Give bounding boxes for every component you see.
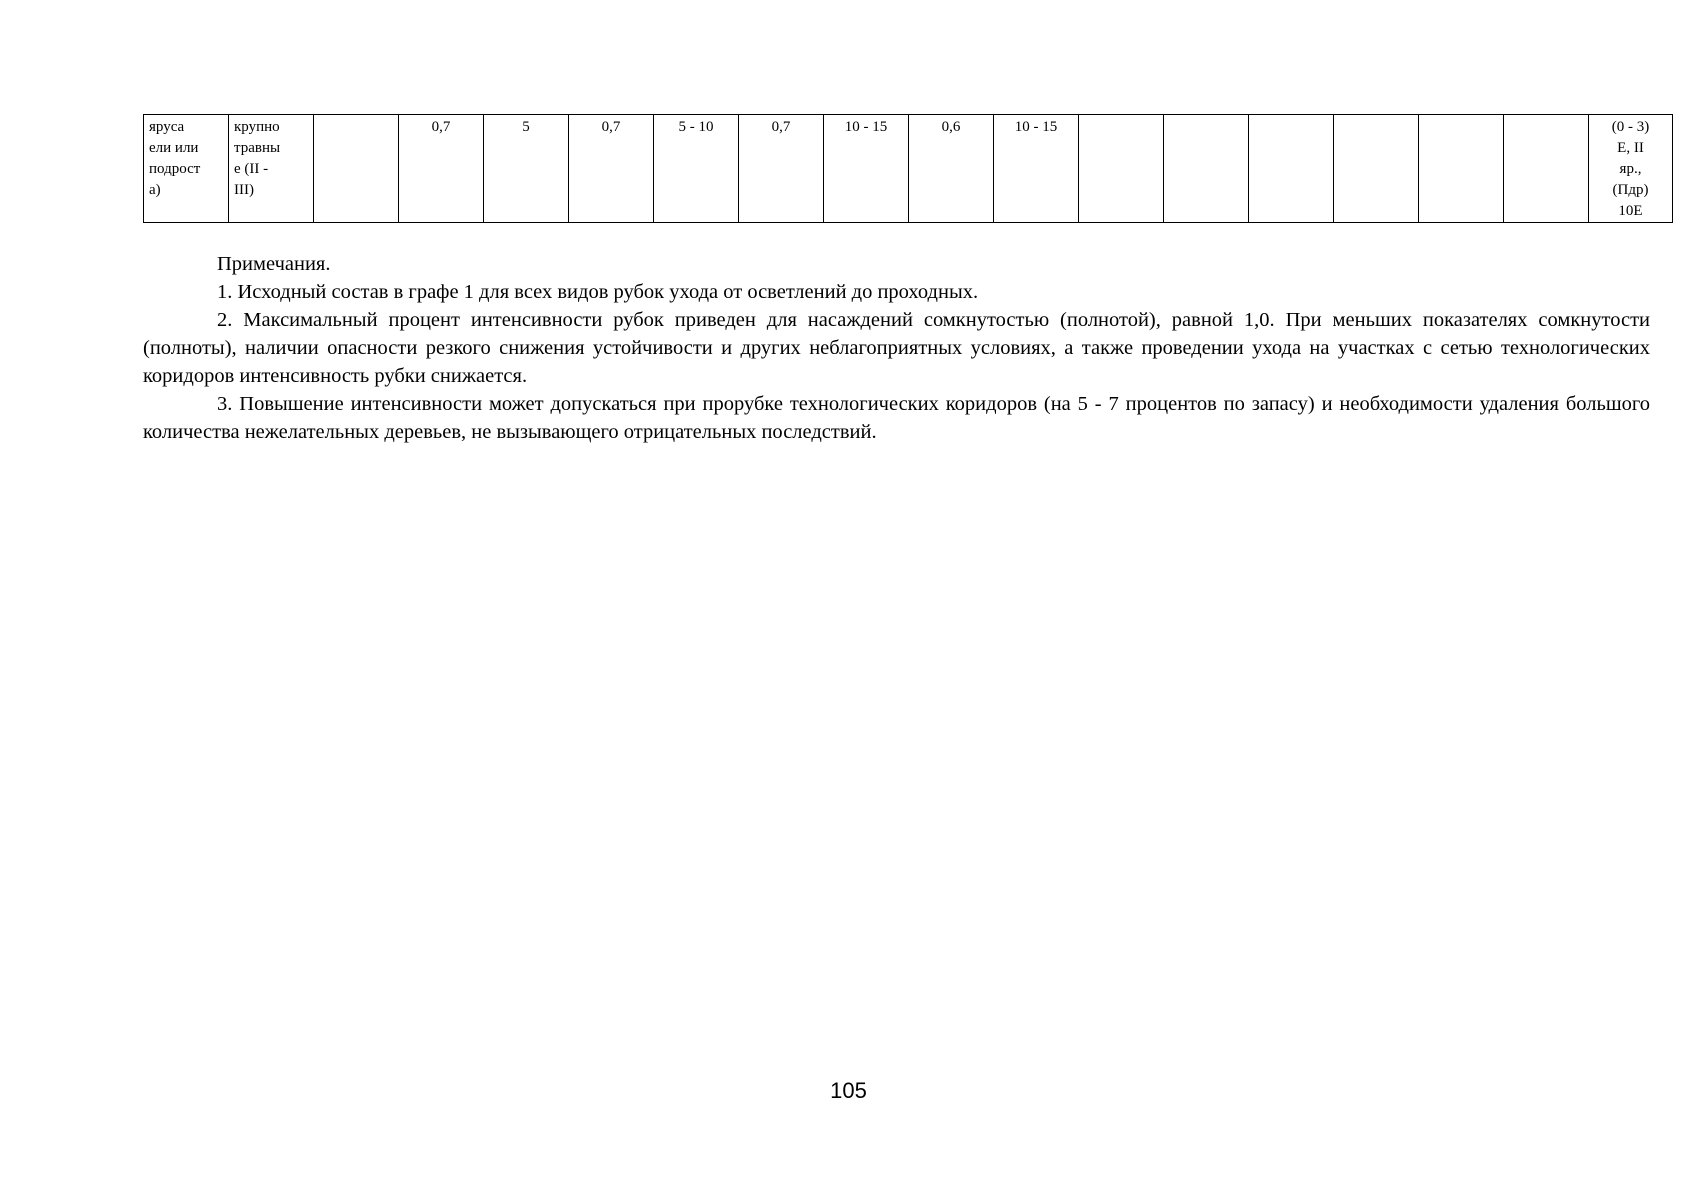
- table-cell: [654, 115, 739, 223]
- cell-text: 0,7: [431, 119, 451, 135]
- cell-text: яр.,: [1619, 161, 1642, 177]
- table-cell: [1334, 115, 1419, 223]
- table-cell: [229, 115, 314, 223]
- table-cell: [994, 115, 1079, 223]
- cell-text: е (II -: [234, 161, 269, 177]
- table-cell: [484, 115, 569, 223]
- cell-text: 10 - 15: [1014, 119, 1058, 135]
- table-cell: [1589, 115, 1673, 223]
- table-row: [144, 115, 1673, 223]
- cell-text: а): [149, 182, 161, 198]
- cell-text: (0 - 3): [1611, 119, 1650, 135]
- cell-text: 0,7: [601, 119, 621, 135]
- table-cell: [314, 115, 399, 223]
- cell-text: 10 - 15: [844, 119, 888, 135]
- table-cell: [739, 115, 824, 223]
- table-cell: [399, 115, 484, 223]
- cell-text: крупно: [234, 119, 280, 135]
- table-cell: [909, 115, 994, 223]
- cell-text: III): [234, 182, 254, 198]
- cell-text: Е, II: [1617, 140, 1644, 156]
- note-item: 3. Повышение интенсивности может допускаться при прорубке технологических коридоров (на 5 - 7 процентов по запасу) и необходимости удаления большого количества нежелательных деревьев, не вызывающего отрицательных последствий.: [143, 393, 1650, 443]
- table-cell: [1079, 115, 1164, 223]
- cell-text: 10Е: [1618, 203, 1643, 219]
- cell-text: подрост: [149, 161, 201, 177]
- cell-text: 0,6: [941, 119, 961, 135]
- cell-text: ели или: [149, 140, 199, 156]
- table-cell: [1164, 115, 1249, 223]
- cell-text: 0,7: [771, 119, 791, 135]
- notes-title: Примечания.: [217, 253, 331, 275]
- cell-text: (Пдр): [1612, 182, 1649, 198]
- notes-section: [143, 250, 1650, 446]
- cell-text: 5: [522, 119, 530, 135]
- table-cell: [1504, 115, 1589, 223]
- note-item: 1. Исходный состав в графе 1 для всех видов рубок ухода от осветлений до проходных.: [217, 281, 979, 303]
- table-cell: [824, 115, 909, 223]
- table-cell: [144, 115, 229, 223]
- cell-text: 5 - 10: [678, 119, 714, 135]
- cell-text: травны: [234, 140, 281, 156]
- note-item: 2. Максимальный процент интенсивности рубок приведен для насаждений сомкнутостью (полнотой), равной 1,0. При меньших показателях сомкнутости (полноты), наличии опасности резкого снижения устойчивости и других неблагоприятных условиях, а также проведении ухода на участках с сетью технологических коридоров интенсивность рубки снижается.: [143, 309, 1650, 387]
- cell-text: яруса: [149, 119, 185, 135]
- page-number: 105: [830, 1078, 867, 1103]
- table-cell: [1419, 115, 1504, 223]
- table-cell: [1249, 115, 1334, 223]
- data-table: [143, 114, 1673, 223]
- table-cell: [569, 115, 654, 223]
